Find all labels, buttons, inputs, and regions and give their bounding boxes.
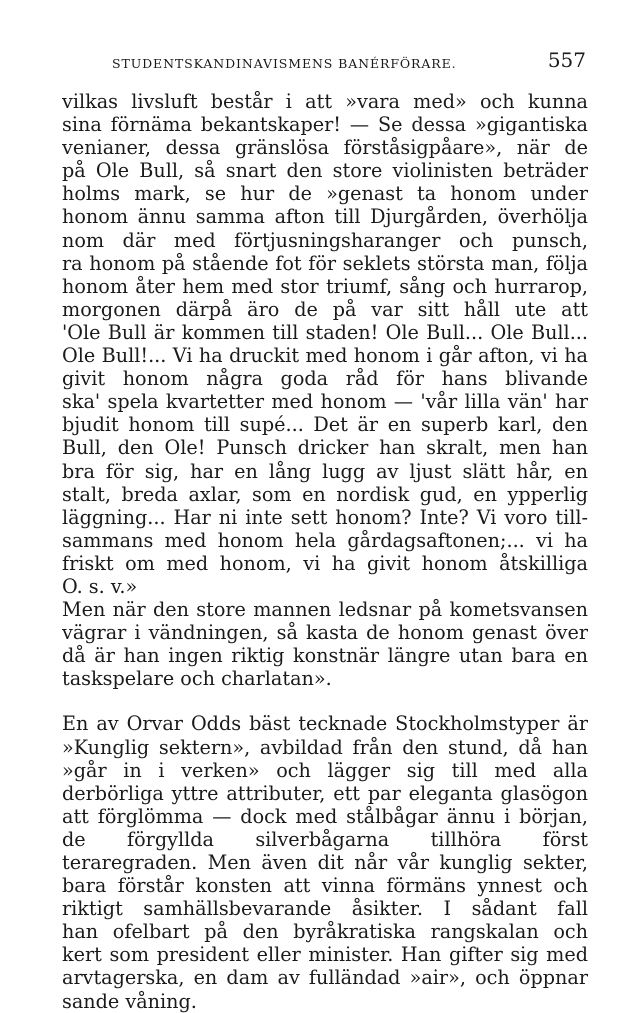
text-line: bjudit honom till supé... Det är en superb karl, den <box>62 413 588 437</box>
text-line: arvtagerska, en dam av fulländad »air», och öppnar <box>62 966 588 990</box>
text-line: Bull, den Ole! Punsch dricker han skralt, men han <box>62 436 588 460</box>
text-line: Men när den store mannen ledsnar på kometsvansen <box>62 598 588 622</box>
paragraph-2 <box>62 598 588 690</box>
text-line: morgonen därpå äro de på var sitt håll ute att <box>62 297 588 321</box>
text-line: de förgyllda silverbågarna tillhöra först <box>62 827 588 851</box>
page-header <box>112 46 586 76</box>
text-line: »går in i verken» och lägger sig till med alla <box>62 758 588 782</box>
running-title: STUDENTSKANDINAVISMENS BANÉRFÖRARE. <box>112 56 457 71</box>
text-line: då är han ingen riktig konstnär längre utan bara en <box>62 644 588 668</box>
text-line: han ofelbart på den byråkratiska rangskalan och <box>62 920 588 944</box>
text-line: O. s. v.» <box>62 574 138 598</box>
text-line: ra honom på stående fot för seklets största man, följa <box>62 251 588 275</box>
text-line: nom där med förtjusningsharanger och punsch, <box>62 228 588 252</box>
paragraph-3 <box>62 712 588 1012</box>
text-line: En av Orvar Odds bäst tecknade Stockholmstyper är <box>62 712 588 736</box>
text-line: stalt, breda axlar, som en nordisk gud, en ypperlig <box>62 482 588 506</box>
paragraph-1 <box>62 90 588 598</box>
text-line: friskt om med honom, vi ha givit honom åtskilliga <box>62 551 588 575</box>
text-line: läggning... Har ni inte sett honom? Inte? Vi voro till- <box>62 505 588 529</box>
text-line: givit honom några goda råd för hans blivande <box>62 367 588 391</box>
text-line: sammans med honom hela gårdagsaftonen;... vi ha <box>62 528 588 552</box>
text-line: honom ännu samma afton till Djurgården, överhölja <box>62 205 588 229</box>
text-line: 'Ole Bull är kommen till staden! Ole Bull... Ole Bull... <box>62 320 588 344</box>
text-line: riktigt samhällsbevarande åsikter. I sådant fall <box>62 897 588 921</box>
text-line: att förglömma — dock med stålbågar ännu i början, <box>62 804 588 828</box>
text-line: vägrar i vändningen, så kasta de honom genast över <box>62 621 588 645</box>
text-line: på Ole Bull, så snart den store violinisten beträder <box>62 159 588 183</box>
text-line: sande våning. <box>62 989 197 1013</box>
page-number: 557 <box>547 48 586 72</box>
text-line: vilkas livsluft består i att »vara med» och kunna <box>62 90 588 113</box>
text-line: taskspelare och charlatan». <box>62 667 332 691</box>
text-line: bara förstår konsten att vinna förmäns ynnest och <box>62 874 588 898</box>
text-line: venianer, dessa gränslösa förståsigpåare», när de <box>62 136 588 160</box>
text-line: sina förnäma bekantskaper! — Se dessa »gigantiska <box>62 113 588 137</box>
text-line: teraregraden. Men även dit når vår kunglig sekter, <box>62 851 588 874</box>
text-line: bra för sig, har en lång lugg av ljust slätt hår, en <box>62 459 588 483</box>
text-line: derbörliga yttre attributer, ett par eleganta glasögon <box>62 781 588 805</box>
paragraph-gap <box>62 690 588 712</box>
text-line: holms mark, se hur de »genast ta honom under <box>62 182 588 206</box>
body-text <box>62 90 588 1013</box>
text-line: Ole Bull!... Vi ha druckit med honom i går afton, vi ha <box>62 344 588 368</box>
text-line: ska' spela kvartetter med honom — 'vår lilla vän' har <box>62 390 588 414</box>
text-line: kert som president eller minister. Han gifter sig med <box>62 943 588 967</box>
text-line: honom åter hem med stor triumf, sång och hurrarop, <box>62 274 588 298</box>
text-line: »Kunglig sektern», avbildad från den stund, då han <box>62 735 588 759</box>
